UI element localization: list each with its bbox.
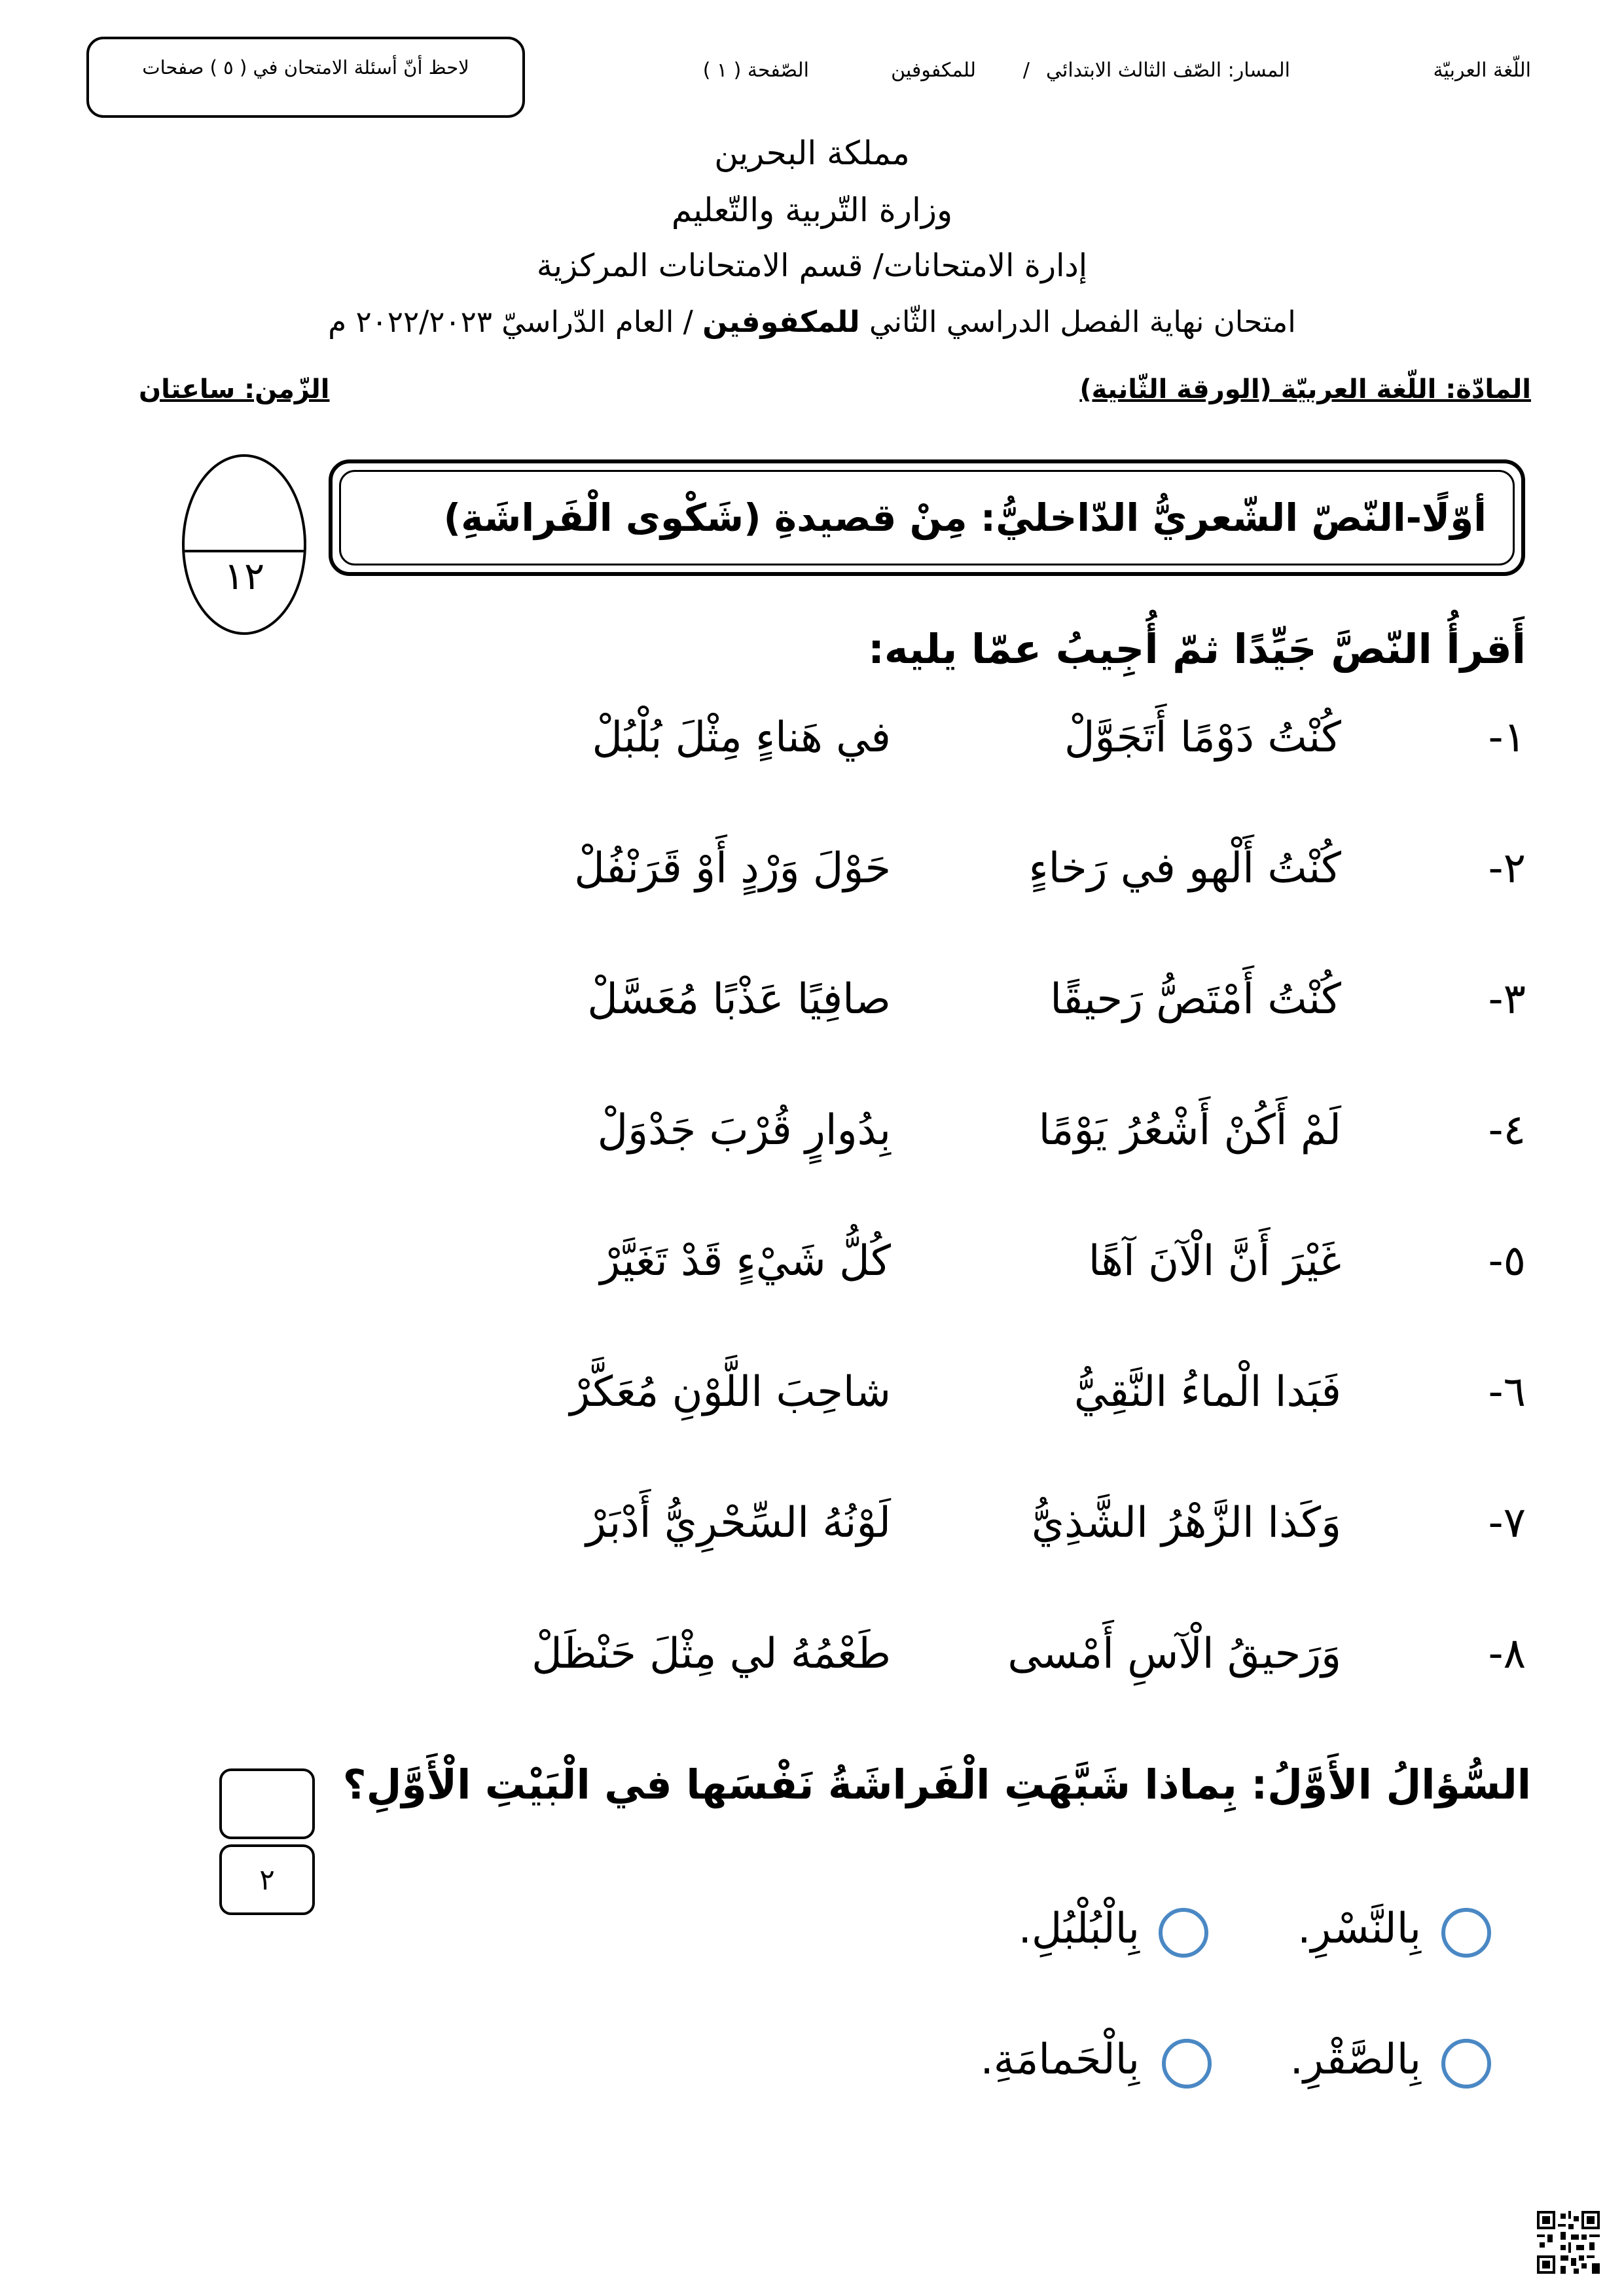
section-title-box <box>329 459 1525 576</box>
verse-number: ١- <box>1488 713 1526 762</box>
question-1-title: السُّؤالُ الأَوَّلُ: بِماذا شَبَّهَتِ الْفَراشَةُ نَفْسَها في الْبَيْتِ الْأَوَّلِ؟ <box>342 1761 1531 1808</box>
option-radio-icon[interactable] <box>1441 2039 1491 2089</box>
verse-first-hemistich: كُنْتُ دَوْمًا أَتَجَوَّلْ <box>1064 713 1341 762</box>
verse-second-hemistich: بِدُوارٍ قُرْبَ جَدْوَلْ <box>597 1106 891 1155</box>
mark-box-empty <box>219 1768 315 1839</box>
question-1-mark: ٢ <box>259 1863 275 1897</box>
time-line: الزّمن: ساعتان <box>139 374 330 404</box>
header-subject: اللّغة العربيّة <box>1433 59 1531 82</box>
verse-second-hemistich: طَعْمُهُ لي مِثْلَ حَنْظَلْ <box>532 1630 891 1678</box>
verse-number: ٤- <box>1488 1106 1526 1155</box>
verse-number: ٧- <box>1488 1499 1526 1547</box>
score-divider <box>185 550 304 552</box>
verse-first-hemistich: فَبَدا الْماءُ النَّقِيُّ <box>1074 1368 1341 1416</box>
ministry-title: وزارة التّربية والتّعليم <box>671 191 953 229</box>
option-label: بِالْبُلْبُلِ. <box>1018 1905 1140 1953</box>
exam-title-bold: للمكفوفين <box>702 304 860 339</box>
reading-instruction: أَقرأُ النّصَّ جَيِّدًا ثمّ أُجِيبُ عمّا يليه: <box>868 625 1526 673</box>
option-radio-icon[interactable] <box>1162 2039 1212 2089</box>
option-radio-icon[interactable] <box>1441 1908 1491 1958</box>
option-label: بِالنَّسْرِ. <box>1297 1905 1421 1953</box>
verse-number: ٢- <box>1488 844 1526 893</box>
verse-second-hemistich: في هَناءٍ مِثْلَ بُلْبُلْ <box>592 713 891 762</box>
pages-notice-box <box>86 37 525 118</box>
header-track: المسار: الصّف الثالث الابتدائي <box>1045 59 1290 82</box>
section-score: ١٢ <box>223 554 265 598</box>
exam-title <box>0 304 1624 339</box>
verse-number: ٣- <box>1488 975 1526 1024</box>
department-title: إدارة الامتحانات/ قسم الامتحانات المركزية <box>536 247 1088 284</box>
qr-code-icon <box>1537 2211 1600 2274</box>
verse-second-hemistich: لَوْنُهُ السِّحْرِيُّ أَدْبَرْ <box>586 1499 891 1547</box>
verse-first-hemistich: غَيْرَ أَنَّ الْآنَ آهًا <box>1088 1237 1341 1285</box>
option-label: بِالْحَمامَةِ. <box>980 2036 1140 2084</box>
option-label: بِالصَّقْرِ. <box>1290 2036 1421 2084</box>
subject-line: المادّة: اللّغة العربيّة (الورقة الثّانية) <box>1079 374 1531 404</box>
verse-second-hemistich: صافِيًا عَذْبًا مُعَسَّلْ <box>587 975 891 1024</box>
header-group: للمكفوفين <box>891 59 976 82</box>
verse-first-hemistich: كُنْتُ أَمْتَصُّ رَحيقًا <box>1050 975 1341 1024</box>
verse-first-hemistich: لَمْ أَكُنْ أَشْعُرُ يَوْمًا <box>1038 1106 1341 1155</box>
header-separator: / <box>1022 59 1030 82</box>
verse-first-hemistich: وَكَذا الزَّهْرُ الشَّذِيُّ <box>1031 1499 1341 1547</box>
verse-first-hemistich: وَرَحيقُ الْآسِ أَمْسى <box>1007 1630 1341 1678</box>
verse-second-hemistich: حَوْلَ وَرْدٍ أَوْ قَرَنْفُلْ <box>574 844 891 893</box>
verse-number: ٨- <box>1488 1630 1526 1678</box>
mark-box <box>219 1844 315 1915</box>
kingdom-title: مملكة البحرين <box>714 134 910 172</box>
header-page: الصّفحة ( ١ ) <box>702 59 809 82</box>
section-score-oval <box>182 454 306 635</box>
exam-title-pre: امتحان نهاية الفصل الدراسي الثّاني <box>859 304 1296 339</box>
verse-number: ٦- <box>1488 1368 1526 1416</box>
section-title: أوّلًا-النّصّ الشّعريُّ الدّاخليُّ: مِنْ قصيدةِ (شَكْوى الْفَراشَةِ) <box>443 495 1487 540</box>
exam-title-post: / العام الدّراسيّ ٢٠٢٢/٢٠٢٣ م <box>328 304 703 339</box>
verse-first-hemistich: كُنْتُ أَلْهو في رَخاءٍ <box>1028 844 1341 893</box>
verse-number: ٥- <box>1488 1237 1526 1285</box>
pages-notice: لاحظ أنّ أسئلة الامتحان في ( ٥ ) صفحات <box>142 56 469 79</box>
verse-second-hemistich: شاحِبَ اللَّوْنِ مُعَكَّرْ <box>569 1368 891 1416</box>
verse-second-hemistich: كُلُّ شَيْءٍ قَدْ تَغَيَّرْ <box>600 1237 891 1285</box>
option-radio-icon[interactable] <box>1159 1908 1208 1958</box>
